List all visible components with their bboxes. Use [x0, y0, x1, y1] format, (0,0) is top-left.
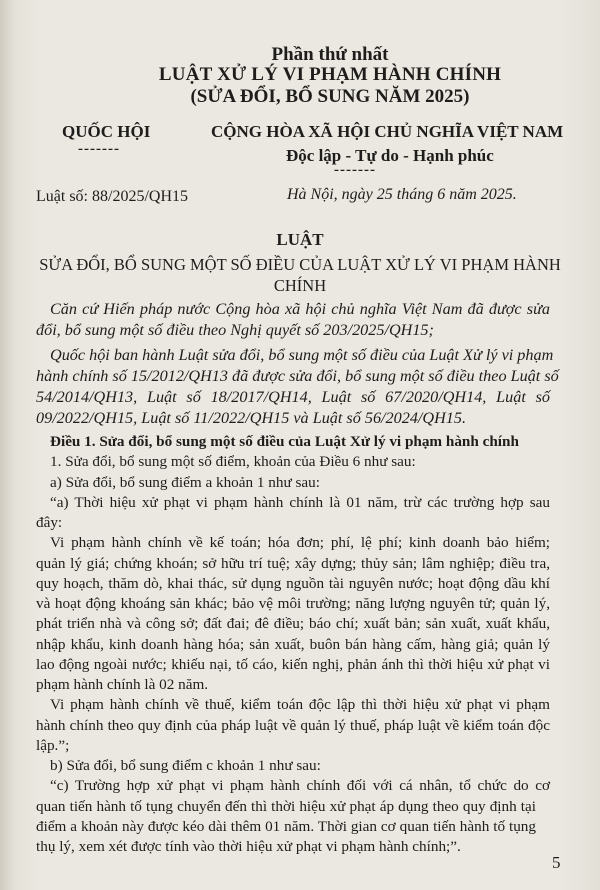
body-line: hành chính theo quy định của pháp luật về quản lý thuế, pháp luật về kiểm toán độc [36, 716, 550, 734]
body-line: Vi phạm hành chính về kế toán; hóa đơn; phí, lệ phí; kinh doanh bảo hiểm; [50, 534, 550, 552]
part-heading: Phần thứ nhất [271, 44, 389, 65]
place-date: Hà Nội, ngày 25 tháng 6 năm 2025. [287, 186, 517, 203]
body-line: a) Sửa đổi, bổ sung điểm a khoản 1 như sau: [50, 473, 320, 491]
article-heading: Điều 1. Sửa đổi, bổ sung một số điều của Luật Xử lý vi phạm hành chính [50, 433, 519, 450]
body-line: Vi phạm hành chính về thuế, kiểm toán độc lập thì thời hiệu xử phạt vi phạm [50, 696, 550, 714]
body-line: lao động ngoài nước; khiếu nại, tố cáo, kiến nghị, phản ánh thì thời hiệu xử phạt vi [36, 655, 550, 673]
body-line: quy hoạch, thăm dò, khai thác, sử dụng nguồn tài nguyên nước; hoạt động dầu khí [36, 574, 550, 592]
preamble-line: Căn cứ Hiến pháp nước Cộng hòa xã hội chủ nghĩa Việt Nam đã được sửa [50, 300, 550, 318]
preamble-line: 54/2014/QH13, Luật số 18/2017/QH14, Luật số 67/2020/QH14, Luật số [36, 388, 550, 406]
document-type-title: LUẬT [276, 230, 324, 249]
body-line: nhập khẩu, kinh doanh hàng hóa; sản xuất, buôn bán hàng cấm, hàng giả; quản lý [36, 635, 550, 653]
document-title-line-1: SỬA ĐỔI, BỔ SUNG MỘT SỐ ĐIỀU CỦA LUẬT XỬ LÝ VI PHẠM HÀNH [39, 255, 561, 274]
body-line: phát triển nhà và công sở; đất đai; đê điều; báo chí; xuất bản; sản xuất, xuất khẩu, [36, 615, 550, 633]
body-line: 1. Sửa đổi, bổ sung một số điểm, khoản của Điều 6 như sau: [50, 453, 416, 471]
body-line: và hoạt động khoáng sản khác; bảo vệ môi trường; năng lượng nguyên tử; quản lý, [36, 595, 550, 612]
preamble-line: 09/2022/QH15, Luật số 11/2022/QH15 và Luật số 56/2024/QH15. [36, 409, 467, 427]
body-line: điểm a khoản này được kéo dài thêm 01 năm. Thời gian cơ quan tiến hành tố tụng [36, 817, 536, 835]
body-line: quản lý giá; chứng khoán; sở hữu trí tuệ; xây dựng; thủy sản; lâm nghiệp; điều tra, [36, 554, 550, 572]
body-line: “c) Trường hợp xử phạt vi phạm hành chính đối với cá nhân, tổ chức do cơ [50, 777, 550, 795]
republic-name: CỘNG HÒA XÃ HỘI CHỦ NGHĨA VIỆT NAM [211, 122, 564, 141]
law-subtitle-heading: (SỬA ĐỔI, BỔ SUNG NĂM 2025) [190, 86, 470, 107]
body-line: đây: [36, 514, 63, 531]
issuer-divider: ------- [78, 141, 120, 157]
law-number: Luật số: 88/2025/QH15 [36, 188, 188, 205]
law-name-heading: LUẬT XỬ LÝ VI PHẠM HÀNH CHÍNH [158, 64, 502, 85]
preamble-line: hành chính số 15/2012/QH13 đã được sửa đổi, bổ sung một số điều theo Luật số [36, 367, 559, 385]
body-line: quan tiến hành tố tụng chuyển đến thì thời hiệu xử phạt áp dụng theo quy định tại [36, 797, 536, 815]
national-motto: Độc lập - Tự do - Hạnh phúc [286, 146, 494, 165]
body-line: phạm hành chính là 02 năm. [36, 676, 209, 693]
issuer-name: QUỐC HỘI [62, 122, 151, 141]
preamble-line: đổi, bổ sung một số điều theo Nghị quyết số 203/2025/QH15; [36, 321, 434, 339]
body-line: b) Sửa đổi, bổ sung điểm c khoản 1 như sau: [50, 757, 321, 774]
preamble-line: Quốc hội ban hành Luật sửa đổi, bổ sung một số điều của Luật Xử lý vi phạm [50, 346, 554, 364]
body-line: thụ lý, xem xét được tính vào thời hiệu xử phạt vi phạm hành chính;”. [36, 838, 461, 855]
document-title-line-2: CHÍNH [273, 276, 327, 295]
body-line: lập.”; [36, 736, 70, 754]
body-line: “a) Thời hiệu xử phạt vi phạm hành chính là 01 năm, trừ các trường hợp sau [50, 493, 550, 511]
page-number: 5 [552, 853, 561, 872]
motto-divider: ------- [334, 162, 376, 178]
